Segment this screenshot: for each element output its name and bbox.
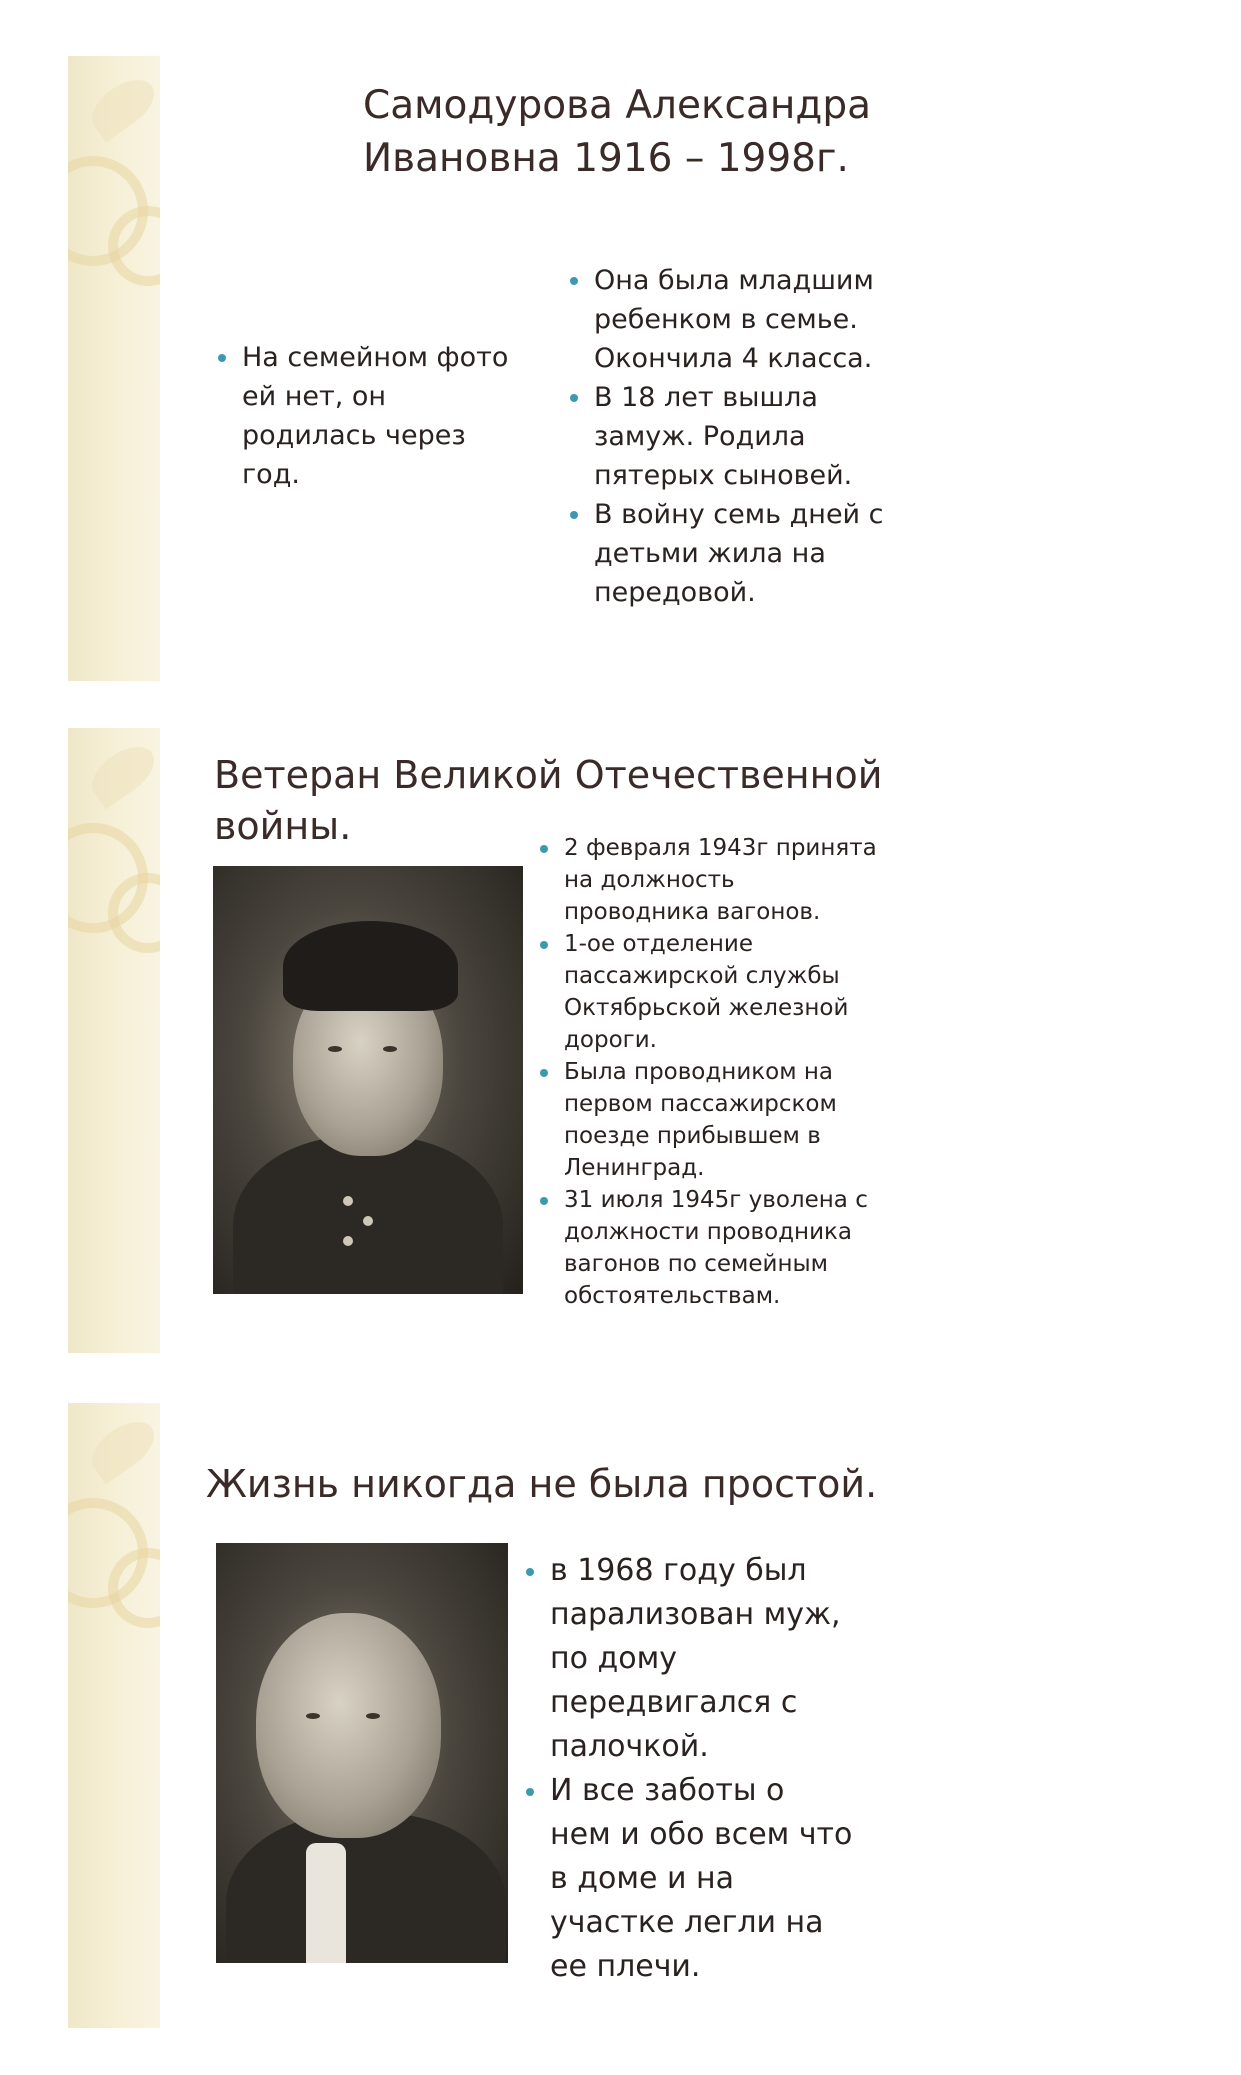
slide-3	[68, 1403, 1168, 2028]
bullet-list	[524, 1549, 854, 1989]
bullet-item: В 18 лет вышла замуж. Родила пятерых сыновей.	[568, 378, 888, 495]
portrait-photo	[213, 866, 523, 1294]
bullet-item: 1-ое отделение пассажирской службы Октябрьской железной дороги.	[538, 928, 878, 1056]
bullet-list	[538, 832, 878, 1312]
slide-1	[68, 56, 1168, 681]
bullet-item: На семейном фото ей нет, он родилась через год.	[216, 338, 516, 494]
decorative-strip	[68, 728, 160, 1353]
bullet-item: в 1968 году был парализован муж, по дому передвигался с палочкой.	[524, 1549, 854, 1769]
bullet-item: 31 июля 1945г уволена с должности проводника вагонов по семейным обстоятельствам.	[538, 1184, 878, 1312]
bullet-item: В войну семь дней с детьми жила на передовой.	[568, 495, 888, 612]
bullet-item: Она была младшим ребенком в семье. Окончила 4 класса.	[568, 261, 888, 378]
left-bullet-list	[216, 338, 516, 494]
decorative-strip	[68, 1403, 160, 2028]
slide-title: Самодурова Александра Ивановна 1916 – 1998г.	[363, 83, 871, 181]
right-bullet-list	[568, 261, 888, 612]
bullet-item: Была проводником на первом пассажирском поезде прибывшем в Ленинград.	[538, 1056, 878, 1184]
slide-title: Ветеран Великой Отечественной войны.	[214, 753, 883, 849]
portrait-photo	[216, 1543, 508, 1963]
decorative-strip	[68, 56, 160, 681]
bullet-item: 2 февраля 1943г принята на должность проводника вагонов.	[538, 832, 878, 928]
slide-title: Жизнь никогда не была простой.	[206, 1462, 878, 1506]
bullet-item: И все заботы о нем и обо всем что в доме и на участке легли на ее плечи.	[524, 1769, 854, 1989]
slide-2	[68, 728, 1168, 1353]
